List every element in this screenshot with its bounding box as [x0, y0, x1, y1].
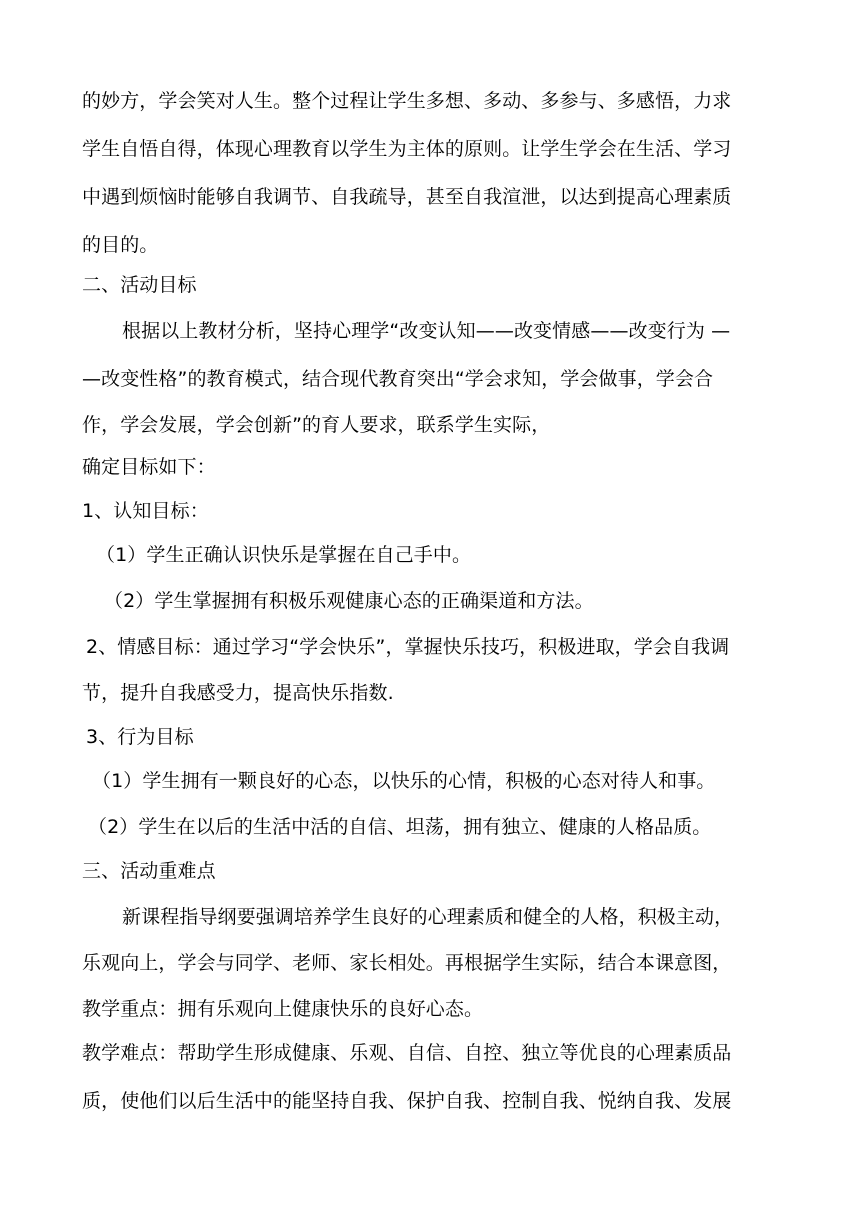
paragraph-line-3: 中遇到烦恼时能够自我调节、自我疏导，甚至自我渲泄，以达到提高心理素质	[82, 186, 732, 208]
section-heading-key-points: 三、活动重难点	[82, 860, 216, 882]
paragraph-line-8: 确定目标如下：	[82, 456, 216, 478]
paragraph-line-1: 的妙方，学会笑对人生。整个过程让学生多想、多动、多参与、多感悟，力求	[82, 90, 732, 112]
teaching-difficulty-line-1: 教学难点：帮助学生形成健康、乐观、自信、自控、独立等优良的心理素质品	[82, 1042, 732, 1064]
list-item-behavior-1: （1）学生拥有一颗良好的心态，以快乐的心情，积极的心态对待人和事。	[92, 770, 716, 792]
paragraph-line-9: 2、情感目标：通过学习“学会快乐”，掌握快乐技巧，积极进取，学会自我调	[86, 636, 730, 658]
paragraph-line-7: 作，学会发展，学会创新”的育人要求，联系学生实际，	[82, 414, 551, 436]
subheading-behavior: 3、行为目标	[86, 726, 194, 748]
section-heading-objectives: 二、活动目标	[82, 274, 197, 296]
list-item-cognitive-1: （1）学生正确认识快乐是掌握在自己手中。	[96, 544, 472, 566]
list-item-cognitive-2: （2）学生掌握拥有积极乐观健康心态的正确渠道和方法。	[104, 590, 594, 612]
paragraph-line-12: 乐观向上，学会与同学、老师、家长相处。再根据学生实际，结合本课意图，	[82, 952, 732, 974]
paragraph-line-2: 学生自悟自得，体现心理教育以学生为主体的原则。让学生学会在生活、学习	[82, 138, 732, 160]
paragraph-line-5: 根据以上教材分析，坚持心理学“改变认知——改变情感——改变行为 —	[122, 320, 731, 342]
subheading-cognitive: 1、认知目标：	[82, 500, 209, 522]
paragraph-line-10: 节，提升自我感受力，提高快乐指数.	[82, 682, 394, 704]
paragraph-line-6: —改变性格”的教育模式，结合现代教育突出“学会求知，学会做事，学会合	[82, 368, 714, 390]
paragraph-line-11: 新课程指导纲要强调培养学生良好的心理素质和健全的人格，积极主动，	[122, 906, 734, 928]
list-item-behavior-2: （2）学生在以后的生活中活的自信、坦荡，拥有独立、健康的人格品质。	[88, 816, 712, 838]
teaching-difficulty-line-2: 质，使他们以后生活中的能坚持自我、保护自我、控制自我、悦纳自我、发展	[82, 1090, 732, 1112]
teaching-focus: 教学重点：拥有乐观向上健康快乐的良好心态。	[82, 998, 484, 1020]
paragraph-line-4: 的目的。	[82, 234, 159, 256]
